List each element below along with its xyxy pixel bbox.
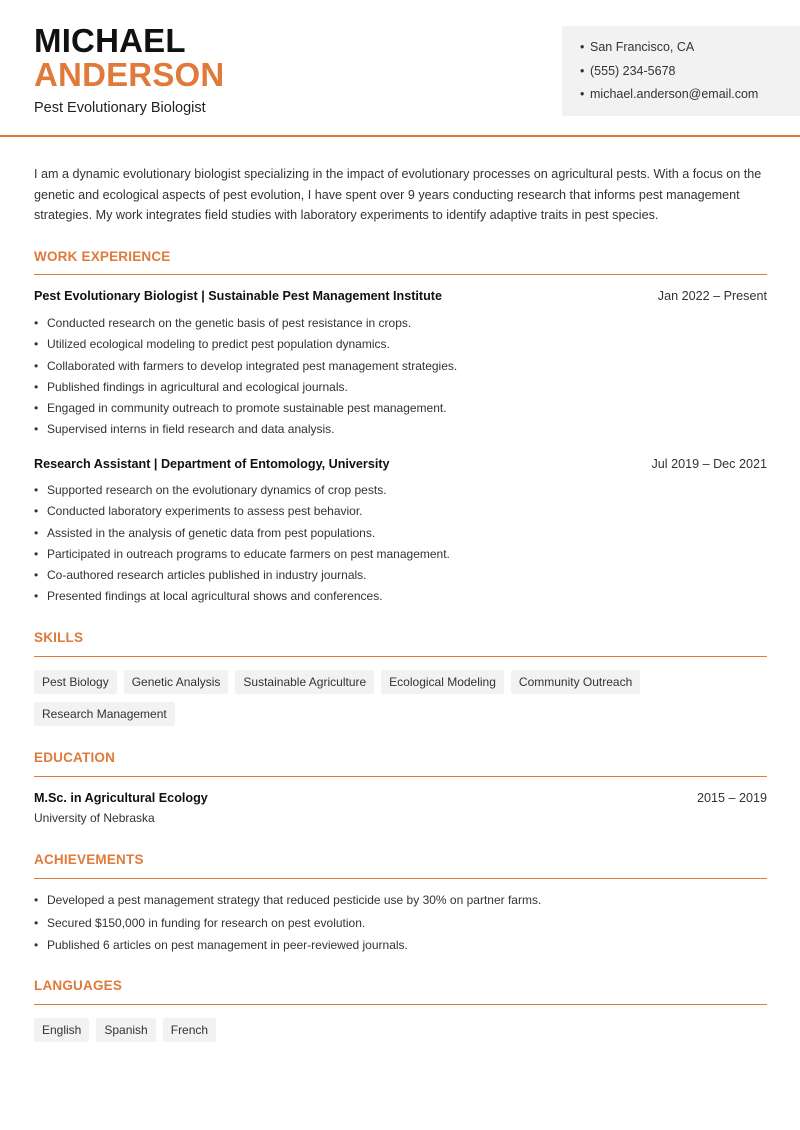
list-item: • Collaborated with farmers to develop integrated pest management strategies. xyxy=(34,358,767,379)
bullet-icon: • xyxy=(580,40,585,54)
skill-chip: Research Management xyxy=(34,702,175,726)
contact-box xyxy=(562,26,800,116)
job-title: Pest Evolutionary Biologist xyxy=(34,100,206,116)
resume-header xyxy=(0,0,800,137)
bullet-icon: • xyxy=(34,589,39,604)
list-item: • Assisted in the analysis of genetic data from pest populations. xyxy=(34,525,767,546)
bullet-icon: • xyxy=(580,63,585,78)
languages-heading: LANGUAGES xyxy=(34,978,123,993)
skill-chip: Genetic Analysis xyxy=(124,670,229,694)
contact-location: • San Francisco, CA xyxy=(580,39,800,63)
languages-list xyxy=(34,1018,774,1050)
contact-phone: • (555) 234-5678 xyxy=(580,63,800,87)
skills-divider xyxy=(34,656,767,657)
skill-chip: Sustainable Agriculture xyxy=(235,670,374,694)
achievements-divider xyxy=(34,878,767,879)
bullet-icon: • xyxy=(34,525,39,540)
list-item: • Engaged in community outreach to promote sustainable pest management. xyxy=(34,400,767,421)
list-item: • Published 6 articles on pest management in peer-reviewed journals. xyxy=(34,937,767,960)
achievements-heading: ACHIEVEMENTS xyxy=(34,852,144,867)
bullet-icon: • xyxy=(34,422,39,437)
list-item: • Conducted laboratory experiments to assess pest behavior. xyxy=(34,503,767,524)
bullet-icon: • xyxy=(34,316,39,330)
job-role: Research Assistant | Department of Entomology, University xyxy=(34,457,390,471)
bullet-icon: • xyxy=(34,546,39,561)
job-bullets xyxy=(34,482,767,610)
job-role: Pest Evolutionary Biologist | Sustainable Pest Management Institute xyxy=(34,289,442,303)
list-item: • Developed a pest management strategy that reduced pesticide use by 30% on partner farms. xyxy=(34,892,767,915)
contact-email: • michael.anderson@email.com xyxy=(580,86,800,110)
skill-chip: Ecological Modeling xyxy=(381,670,504,694)
first-name: MICHAEL xyxy=(34,22,186,59)
language-chip: English xyxy=(34,1018,89,1042)
skill-chip: Pest Biology xyxy=(34,670,117,694)
bullet-icon: • xyxy=(34,358,39,373)
list-item: • Secured $150,000 in funding for research on pest evolution. xyxy=(34,915,767,938)
degree: M.Sc. in Agricultural Ecology xyxy=(34,791,208,805)
job-bullets xyxy=(34,315,767,443)
bullet-icon: • xyxy=(34,401,39,416)
work-experience-heading: WORK EXPERIENCE xyxy=(34,249,171,264)
languages-divider xyxy=(34,1004,767,1005)
achievements-list xyxy=(34,892,767,960)
list-item: • Participated in outreach programs to educate farmers on pest management. xyxy=(34,546,767,567)
job-header xyxy=(34,457,767,471)
school: University of Nebraska xyxy=(34,811,155,825)
bullet-icon: • xyxy=(580,87,585,101)
bullet-icon: • xyxy=(34,938,39,952)
bullet-icon: • xyxy=(34,915,39,930)
bullet-icon: • xyxy=(34,568,39,583)
bullet-icon: • xyxy=(34,504,39,519)
last-name: ANDERSON xyxy=(34,56,225,93)
bullet-icon: • xyxy=(34,337,39,352)
list-item: • Supported research on the evolutionary dynamics of crop pests. xyxy=(34,482,767,503)
skills-heading: SKILLS xyxy=(34,630,84,645)
list-item: • Co-authored research articles published in industry journals. xyxy=(34,567,767,588)
bullet-icon: • xyxy=(34,893,39,907)
job-dates: Jan 2022 – Present xyxy=(657,289,767,303)
language-chip: French xyxy=(163,1018,216,1042)
language-chip: Spanish xyxy=(96,1018,155,1042)
skills-list xyxy=(34,670,774,734)
job-dates: Jul 2019 – Dec 2021 xyxy=(651,457,767,471)
education-divider xyxy=(34,776,767,777)
bullet-icon: • xyxy=(34,379,39,394)
list-item: • Utilized ecological modeling to predict pest population dynamics. xyxy=(34,336,767,357)
job-header xyxy=(34,289,767,303)
list-item: • Conducted research on the genetic basis of pest resistance in crops. xyxy=(34,315,767,336)
list-item: • Published findings in agricultural and ecological journals. xyxy=(34,379,767,400)
list-item: • Presented findings at local agricultural shows and conferences. xyxy=(34,588,767,609)
skill-chip: Community Outreach xyxy=(511,670,640,694)
list-item: • Supervised interns in field research and data analysis. xyxy=(34,421,767,442)
education-dates: 2015 – 2019 xyxy=(696,791,767,805)
summary: I am a dynamic evolutionary biologist specializing in the impact of evolutionary processes on agricultural pests. With a focus on the genetic and ecological aspects of pest evolution, I have spent over 9 years conducting research that informs pest management strategies. My work integrates field studies with laboratory experiments to identify adaptive traits in pest species. xyxy=(34,167,762,222)
education-heading: EDUCATION xyxy=(34,750,116,765)
education-header xyxy=(34,791,767,805)
work-experience-divider xyxy=(34,274,767,275)
bullet-icon: • xyxy=(34,483,39,497)
